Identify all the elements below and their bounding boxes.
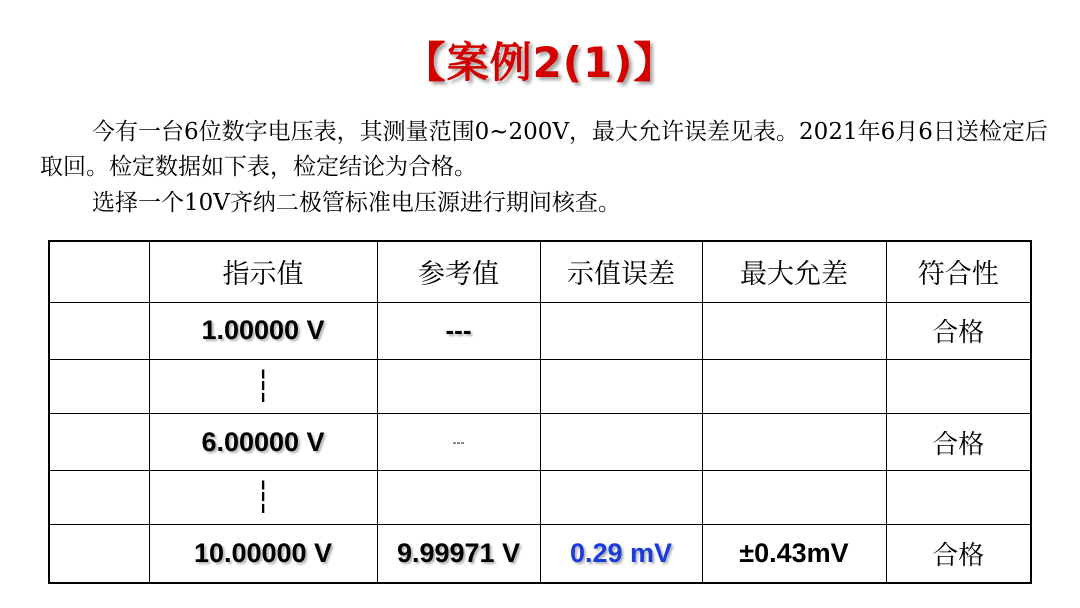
table-row — [49, 302, 1031, 359]
indicated-value: 10.00000 V — [149, 525, 377, 583]
reference-value: --- — [377, 414, 540, 471]
conformity: 合格 — [886, 414, 1031, 471]
table-cell — [49, 302, 149, 359]
header-max-tolerance: 最大允差 — [702, 241, 886, 302]
intro-paragraph: 今有一台6位数字电压表，其测量范围0~200V，最大允许误差见表。2021年6月6日送检定后取回。检定数据如下表，检定结论为合格。 — [40, 119, 1048, 180]
table-row — [49, 471, 1031, 525]
conformity — [886, 471, 1031, 525]
max-tolerance — [702, 359, 886, 413]
reference-value: 9.99971 V — [377, 525, 540, 583]
max-tolerance — [702, 471, 886, 525]
indication-error — [540, 414, 702, 471]
header-conformity: 符合性 — [886, 241, 1031, 302]
header-indication-error: 示值误差 — [540, 241, 702, 302]
table-row — [49, 359, 1031, 413]
slide-title: 【案例2(1)】 — [403, 38, 677, 87]
table-row — [49, 414, 1031, 471]
ellipsis-marker: ┆ — [149, 359, 377, 413]
ellipsis-marker: ┆ — [149, 471, 377, 525]
table-cell — [49, 414, 149, 471]
indication-error — [540, 302, 702, 359]
table-cell — [49, 471, 149, 525]
header-blank — [49, 241, 149, 302]
max-tolerance: ±0.43mV — [702, 525, 886, 583]
indication-error: 0.29 mV — [540, 525, 702, 583]
max-tolerance — [702, 302, 886, 359]
header-indicated-value: 指示值 — [149, 241, 377, 302]
indication-error — [540, 471, 702, 525]
check-paragraph: 选择一个10V齐纳二极管标准电压源进行期间核查。 — [92, 190, 621, 216]
indicated-value: 1.00000 V — [149, 302, 377, 359]
reference-value — [377, 471, 540, 525]
conformity — [886, 359, 1031, 413]
table-row — [49, 525, 1031, 583]
conformity: 合格 — [886, 525, 1031, 583]
table-cell — [49, 359, 149, 413]
table-header-row — [49, 241, 1031, 302]
reference-value: --- — [377, 302, 540, 359]
indication-error — [540, 359, 702, 413]
reference-value — [377, 359, 540, 413]
table-cell — [49, 525, 149, 583]
max-tolerance — [702, 414, 886, 471]
header-reference-value: 参考值 — [377, 241, 540, 302]
verification-table — [48, 240, 1032, 584]
indicated-value: 6.00000 V — [149, 414, 377, 471]
conformity: 合格 — [886, 302, 1031, 359]
